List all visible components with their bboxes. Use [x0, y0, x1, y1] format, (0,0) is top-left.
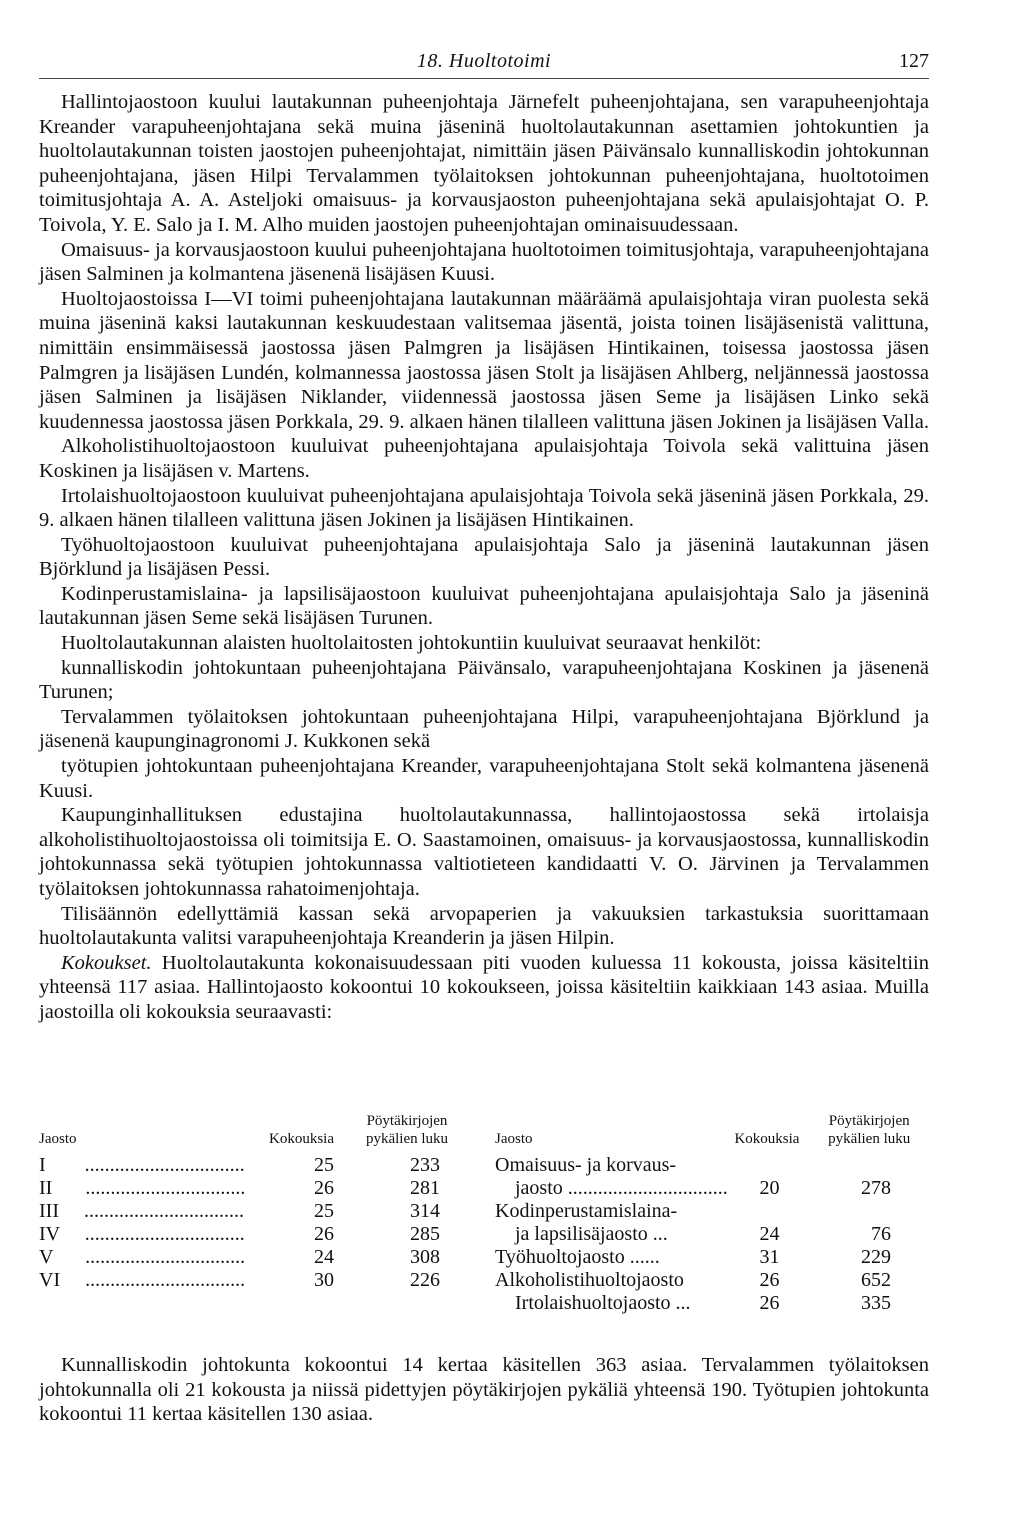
table-right [495, 1112, 929, 1315]
col-header-kokouksia: Kokouksia [734, 1131, 800, 1147]
paragraph: Tilisäännön edellyttämiä kassan sekä arvopaperien ja vakuuksien tarkastuksia suorittamaan huoltolautakunta valitsi varapuheenjohtaja Kreanderin ja jäsen Hilpin. [39, 902, 929, 950]
row-name-line2: ja lapsilisäjaosto ... [515, 1223, 668, 1245]
table-header-row [39, 1112, 472, 1148]
row-name: Työhuoltojaosto ...... [495, 1246, 660, 1268]
row-pykalat: 229 [861, 1246, 891, 1268]
row-pykalat: 281 [410, 1177, 440, 1199]
table-row [495, 1223, 929, 1246]
row-name-line1: Omaisuus- ja korvaus- [495, 1154, 677, 1176]
row-pykalat: 76 [871, 1223, 891, 1245]
table-row [495, 1269, 929, 1292]
row-name: V [39, 1246, 54, 1268]
table-row [39, 1154, 472, 1177]
table-row [39, 1269, 472, 1292]
table-row [495, 1200, 929, 1223]
col-header-jaosto: Jaosto [39, 1131, 77, 1147]
dot-leader: ................................ [85, 1269, 246, 1291]
paragraph: Omaisuus- ja korvausjaostoon kuului puheenjohtajana huoltotoimen toimitusjohtaja, varapuheenjohtajana jäsen Salminen ja kolmantena jäsenenä lisäjäsen Kuusi. [39, 238, 929, 286]
row-kokouksia: 31 [759, 1246, 780, 1268]
col-header-kokouksia: Kokouksia [269, 1131, 334, 1147]
col-header-poytakirjojen [799, 1112, 929, 1148]
col-header-jaosto: Jaosto [495, 1131, 533, 1147]
meetings-label: Kokoukset. [61, 951, 152, 974]
table-left [39, 1112, 472, 1292]
table-row [39, 1223, 472, 1246]
table-row [39, 1177, 472, 1200]
table-row [39, 1246, 472, 1269]
col-header-poytakirjojen-2: pykälien luku [365, 1131, 449, 1147]
dot-leader: ................................ [567, 1177, 728, 1199]
table-row [495, 1246, 929, 1269]
row-name: III [39, 1200, 59, 1222]
row-kokouksia: 26 [314, 1177, 334, 1199]
row-pykalat: 314 [410, 1200, 440, 1222]
row-kokouksia: 25 [314, 1200, 334, 1222]
row-kokouksia: 30 [314, 1269, 334, 1291]
paragraph: Hallintojaostoon kuului lautakunnan puheenjohtaja Järnefelt puheenjohtajana, sen varapuheenjohtaja Kreander varapuheenjohtajana sekä muina jäseninä huoltolautakunnan asettamien johtokuntien ja huoltolautakunnan toisten jaostojen puheenjohtajat, nimittäin jäsen Päivänsalo kunnalliskodin johtokunnan puheenjohtajana, jäsen Hilpi Tervalammen työlaitoksen johtokunnan puheenjohtajana, huoltotoimen toimitusjohtaja A. A. Asteljoki omaisuus- ja korvausjaoston puheenjohtajana sekä apulaisjohtajat O. P. Toivola, Y. E. Salo ja I. M. Alho muiden jaostojen puheenjohtajan ominaisuudessaan. [39, 91, 929, 236]
row-kokouksia: 24 [759, 1223, 780, 1245]
paragraph: Tervalammen työlaitoksen johtokuntaan puheenjohtajana Hilpi, varapuheenjohtajana Björklund ja jäsenenä kaupunginagronomi J. Kukkonen sekä [39, 705, 929, 753]
dot-leader: ................................ [83, 1200, 244, 1222]
paragraph: kunnalliskodin johtokuntaan puheenjohtajana Päivänsalo, varapuheenjohtajana Koskinen ja jäsenenä Turunen; [39, 656, 929, 704]
col-header-poytakirjojen-1: Pöytäkirjojen [366, 1113, 448, 1129]
row-pykalat: 285 [410, 1223, 440, 1245]
row-kokouksia: 20 [759, 1177, 780, 1199]
table-row [495, 1154, 929, 1177]
col-header-poytakirjojen [334, 1112, 472, 1148]
row-pykalat: 233 [410, 1154, 440, 1176]
dot-leader: ................................ [85, 1177, 246, 1199]
paragraph: Kaupunginhallituksen edustajina huoltolautakunnassa, hallintojaostossa sekä irtolaisja alkoholistihuoltojaostoissa oli toimitsija E. O. Saastamoinen, omaisuus- ja korvausjaostossa, kunnalliskodin johtokunnassa sekä työtupien johtokunnassa valtiotieteen kandidaatti V. O. Järvinen ja Tervalammen työlaitoksen johtokunnassa rahatoimenjohtaja. [39, 804, 929, 900]
paragraph: työtupien johtokuntaan puheenjohtajana Kreander, varapuheenjohtajana Stolt sekä kolmantena jäsenenä Kuusi. [39, 755, 929, 802]
meetings-paragraph [39, 951, 929, 1025]
paragraph: Huoltolautakunnan alaisten huoltolaitosten johtokuntiin kuuluivat seuraavat henkilöt: [61, 632, 762, 655]
row-name: IV [39, 1223, 60, 1245]
meetings-text: Huoltolautakunta kokonaisuudessaan piti vuoden kuluessa 11 kokousta, joissa käsiteltiin yhteensä 117 asiaa. Hallintojaosto kokoontui 10 kokoukseen, joissa käsiteltiin kaikkiaan 143 asiaa. Muilla jaostoilla oli kokouksia seuraavasti: [39, 951, 929, 1023]
row-kokouksia: 25 [314, 1154, 334, 1176]
page-number: 127 [899, 50, 929, 72]
row-name-line2: jaosto [515, 1177, 563, 1199]
paragraph: Irtolaishuoltojaostoon kuuluivat puheenjohtajana apulaisjohtaja Toivola sekä jäseninä jäsen Porkkala, 29. 9. alkaen hänen tilalleen valittuna jäsen Jokinen ja lisäjäsen Hintikainen. [39, 484, 929, 532]
row-kokouksia: 26 [314, 1223, 334, 1245]
dot-leader: ................................ [84, 1223, 245, 1245]
row-name: VI [39, 1269, 61, 1291]
paragraph: Kodinperustamislaina- ja lapsilisäjaostoon kuuluivat puheenjohtajana apulaisjohtaja Salo ja jäseninä lautakunnan jäsen Seme sekä lisäjäsen Turunen. [39, 582, 929, 630]
row-kokouksia: 26 [759, 1292, 780, 1314]
body-text [39, 90, 929, 1025]
meetings-tables [39, 1112, 929, 1312]
paragraph: Työhuoltojaostoon kuuluivat puheenjohtajana apulaisjohtaja Salo ja jäseninä lautakunnan jäsen Björklund ja lisäjäsen Pessi. [39, 533, 929, 581]
row-name: Alkoholistihuoltojaosto [495, 1269, 684, 1291]
table-row [495, 1177, 929, 1200]
row-name: Irtolaishuoltojaosto ... [515, 1292, 691, 1314]
chapter-title: 18. Huoltotoimi [416, 50, 552, 72]
row-name: II [39, 1177, 53, 1199]
row-kokouksia: 26 [759, 1269, 780, 1291]
closing-text [39, 1353, 929, 1427]
col-header-poytakirjojen-1: Pöytäkirjojen [828, 1113, 910, 1129]
row-name-line1: Kodinperustamislaina- [495, 1200, 678, 1222]
paragraph: Alkoholistihuoltojaostoon kuuluivat puheenjohtajana apulaisjohtaja Toivola sekä valittuina jäsen Koskinen ja lisäjäsen v. Martens. [39, 435, 929, 482]
table-header-row [495, 1112, 929, 1148]
row-pykalat: 652 [861, 1269, 891, 1291]
table-row [39, 1200, 472, 1223]
running-header [39, 50, 929, 79]
table-row [495, 1292, 929, 1315]
row-pykalat: 226 [410, 1269, 440, 1291]
dot-leader: ................................ [84, 1154, 245, 1176]
row-pykalat: 278 [861, 1177, 891, 1199]
row-name: I [39, 1154, 46, 1176]
dot-leader: ................................ [85, 1246, 246, 1268]
paragraph: Huoltojaostoissa I—VI toimi puheenjohtajana lautakunnan määräämä apulaisjohtaja viran puolesta sekä muina jäseninä kaksi lautakunnan keskuudestaan valitsemaa jäsentä, joista toinen lisäjäsenistä valittuna, nimittäin ensimmäisessä jaostossa jäsen Palmgren ja lisäjäsen Hintikainen, toisessa jaostossa jäsen Palmgren ja lisäjäsen Lundén, kolmannessa jaostossa jäsen Stolt ja lisäjäsen Ahlberg, neljännessä jaostossa jäsen Salminen ja lisäjäsen Niklander, viidennessä jaostossa jäsen Seme ja lisäjäsen Linko sekä kuudennessa jaostossa jäsen Porkkala, 29. 9. alkaen hänen tilalleen valittuna jäsen Jokinen ja lisäjäsen Valla. [39, 287, 929, 433]
col-header-poytakirjojen-2: pykälien luku [828, 1131, 911, 1147]
row-pykalat: 335 [861, 1292, 891, 1314]
row-pykalat: 308 [410, 1246, 440, 1268]
paragraph: Kunnalliskodin johtokunta kokoontui 14 kertaa käsitellen 363 asiaa. Tervalammen työlaitoksen johtokunnalla oli 21 kokousta ja niissä pidettyjen pöytäkirjojen pykäliä yhteensä 190. Työtupien johtokunta kokoontui 11 kertaa käsitellen 130 asiaa. [39, 1354, 929, 1426]
row-kokouksia: 24 [314, 1246, 334, 1268]
